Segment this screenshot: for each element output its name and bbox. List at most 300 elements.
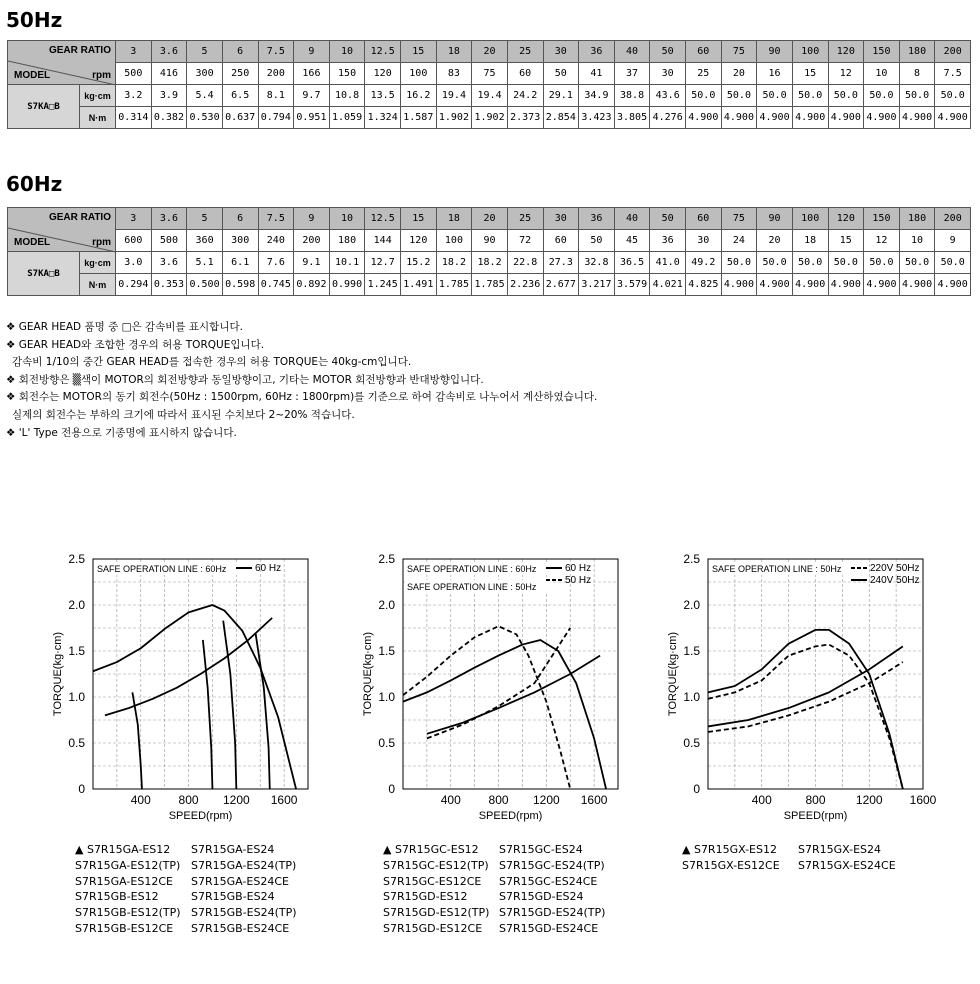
y-tick-label: 2.0 xyxy=(683,598,700,612)
model-code: S7R15GA-ES24 xyxy=(191,843,275,856)
model-code: S7R15GA-ES12CE xyxy=(75,874,173,888)
x-axis-label: SPEED(rpm) xyxy=(783,810,848,822)
y-axis-label: TORQUE(kg·cm) xyxy=(362,631,374,717)
torque-kgcm-cell: 50.0 xyxy=(721,252,757,274)
rpm-cell: 100 xyxy=(436,230,472,252)
y-tick-label: 1.5 xyxy=(68,644,85,658)
torque-nm-cell: 4.900 xyxy=(864,274,900,296)
rpm-cell: 45 xyxy=(614,230,650,252)
torque-nm-cell: 4.900 xyxy=(792,274,828,296)
torque-nm-cell: 0.892 xyxy=(294,274,330,296)
kgcm-label: kg·cm xyxy=(80,85,116,107)
rpm-cell: 166 xyxy=(294,63,330,85)
torque-nm-cell: 4.900 xyxy=(721,107,757,129)
torque-kgcm-cell: 50.0 xyxy=(828,252,864,274)
rpm-cell: 30 xyxy=(686,230,722,252)
x-tick-label: 400 xyxy=(440,793,461,807)
model-code: S7R15GB-ES24(TP) xyxy=(191,906,297,920)
model-code: S7R15GB-ES12(TP) xyxy=(75,906,181,920)
torque-kgcm-cell: 8.1 xyxy=(258,85,294,107)
rpm-cell: 12 xyxy=(864,230,900,252)
model-list-1 xyxy=(75,842,297,937)
gear-ratio-cell: 180 xyxy=(899,41,935,63)
rpm-cell: 300 xyxy=(187,63,223,85)
model-name: S7KA□B xyxy=(8,252,80,296)
torque-chart-3-svg xyxy=(660,547,937,832)
torque-kgcm-cell: 36.5 xyxy=(614,252,650,274)
safe-operation-annotation: SAFE OPERATION LINE : 50Hz xyxy=(407,582,537,592)
torque-kgcm-cell: 9.1 xyxy=(294,252,330,274)
torque-kgcm-cell: 29.1 xyxy=(543,85,579,107)
x-axis-label: SPEED(rpm) xyxy=(168,810,233,822)
series-load-curve-2 xyxy=(203,640,213,789)
gear-ratio-cell: 18 xyxy=(436,208,472,230)
torque-kgcm-cell: 50.0 xyxy=(864,252,900,274)
torque-kgcm-cell: 10.1 xyxy=(329,252,365,274)
torque-kgcm-cell: 5.1 xyxy=(187,252,223,274)
torque-nm-cell: 0.598 xyxy=(222,274,258,296)
gear-ratio-cell: 40 xyxy=(614,41,650,63)
rpm-cell: 90 xyxy=(472,230,508,252)
rpm-cell: 20 xyxy=(757,230,793,252)
gear-ratio-cell: 5 xyxy=(187,41,223,63)
rpm-cell: 30 xyxy=(650,63,686,85)
model-code: S7R15GX-ES24CE xyxy=(798,858,896,872)
rpm-cell: 500 xyxy=(151,230,187,252)
gear-ratio-cell: 3 xyxy=(116,41,152,63)
y-tick-label: 2.5 xyxy=(378,552,395,566)
y-tick-label: 1.0 xyxy=(378,690,395,704)
model-row xyxy=(383,889,605,905)
note: 감속비 1/10의 중간 GEAR HEAD를 접속한 경우의 허용 TORQUE는 40kg-cm입니다. xyxy=(12,356,412,369)
rpm-cell: 240 xyxy=(258,230,294,252)
torque-chart-1-svg xyxy=(45,547,315,832)
gear-ratio-cell: 90 xyxy=(757,41,793,63)
y-tick-label: 0.5 xyxy=(378,736,395,750)
model-row xyxy=(682,858,896,874)
model-row xyxy=(75,921,297,937)
torque-kgcm-cell: 3.0 xyxy=(116,252,152,274)
torque-nm-cell: 0.294 xyxy=(116,274,152,296)
torque-kgcm-cell: 12.7 xyxy=(365,252,401,274)
gear-ratio-cell: 20 xyxy=(472,41,508,63)
model-row xyxy=(383,921,605,937)
gear-ratio-cell: 3 xyxy=(116,208,152,230)
torque-kgcm-cell: 3.2 xyxy=(116,85,152,107)
y-tick-label: 2.0 xyxy=(68,598,85,612)
model-row xyxy=(383,858,605,874)
torque-nm-cell: 3.217 xyxy=(579,274,615,296)
torque-nm-cell: 0.990 xyxy=(329,274,365,296)
torque-kgcm-cell: 27.3 xyxy=(543,252,579,274)
note: ❖ GEAR HEAD와 조합한 경우의 허용 TORQUE입니다. xyxy=(6,338,265,351)
rpm-cell: 15 xyxy=(828,230,864,252)
notes xyxy=(6,319,597,442)
y-tick-label: 1.0 xyxy=(68,690,85,704)
torque-nm-cell: 0.794 xyxy=(258,107,294,129)
torque-nm-cell: 1.785 xyxy=(472,274,508,296)
torque-nm-cell: 4.825 xyxy=(686,274,722,296)
gear-ratio-cell: 120 xyxy=(828,208,864,230)
gear-ratio-label: GEAR RATIO xyxy=(48,45,111,56)
torque-kgcm-cell: 3.6 xyxy=(151,252,187,274)
model-code: S7R15GD-ES24CE xyxy=(499,921,599,935)
torque-kgcm-cell: 6.5 xyxy=(222,85,258,107)
torque-nm-cell: 2.677 xyxy=(543,274,579,296)
model-code: S7R15GC-ES24(TP) xyxy=(499,858,605,872)
rpm-cell: 120 xyxy=(365,63,401,85)
torque-kgcm-cell: 50.0 xyxy=(899,85,935,107)
x-tick-label: 1200 xyxy=(532,793,560,807)
x-tick-label: 800 xyxy=(805,793,826,807)
model-code: S7R15GC-ES12CE xyxy=(383,874,482,888)
model-row xyxy=(75,905,297,921)
torque-kgcm-cell: 15.2 xyxy=(401,252,437,274)
x-tick-label: 1600 xyxy=(270,793,298,807)
gear-ratio-cell: 10 xyxy=(329,41,365,63)
model-code: S7R15GB-ES12 xyxy=(75,890,159,904)
x-axis-label: SPEED(rpm) xyxy=(478,810,543,822)
torque-nm-cell: 4.900 xyxy=(935,107,971,129)
rpm-cell: 36 xyxy=(650,230,686,252)
legend-label: 220V 50Hz xyxy=(870,563,920,574)
torque-kgcm-cell: 50.0 xyxy=(757,85,793,107)
torque-nm-cell: 0.637 xyxy=(222,107,258,129)
safe-operation-annotation: SAFE OPERATION LINE : 60Hz xyxy=(407,564,537,574)
torque-nm-cell: 4.900 xyxy=(828,107,864,129)
rpm-cell: 10 xyxy=(899,230,935,252)
y-tick-label: 2.5 xyxy=(683,552,700,566)
model-row xyxy=(75,858,297,874)
nm-label: N·m xyxy=(80,274,116,296)
model-code: S7R15GB-ES24CE xyxy=(191,921,290,935)
y-tick-label: 1.0 xyxy=(683,690,700,704)
model-code: S7R15GD-ES12CE xyxy=(383,921,483,935)
rpm-cell: 180 xyxy=(329,230,365,252)
torque-kgcm-cell: 32.8 xyxy=(579,252,615,274)
gear-ratio-cell: 25 xyxy=(507,208,543,230)
spec-table-50hz xyxy=(7,40,971,129)
torque-kgcm-cell: 3.9 xyxy=(151,85,187,107)
model-row xyxy=(682,842,896,858)
gear-ratio-cell: 9 xyxy=(294,208,330,230)
gear-ratio-cell: 200 xyxy=(935,41,971,63)
model-code: S7R15GA-ES12(TP) xyxy=(75,858,181,872)
series-load-curve-4 xyxy=(255,633,269,789)
torque-chart-1 xyxy=(45,547,315,837)
gear-ratio-label: GEAR RATIO xyxy=(48,212,111,223)
rpm-cell: 18 xyxy=(792,230,828,252)
rpm-cell: 360 xyxy=(187,230,223,252)
spec-table-60hz xyxy=(7,207,971,296)
torque-kgcm-cell: 50.0 xyxy=(935,252,971,274)
gear-ratio-cell: 6 xyxy=(222,41,258,63)
gear-ratio-cell: 200 xyxy=(935,208,971,230)
gear-ratio-cell: 100 xyxy=(792,208,828,230)
gear-ratio-cell: 3.6 xyxy=(151,41,187,63)
torque-nm-cell: 4.900 xyxy=(828,274,864,296)
gear-ratio-cell: 12.5 xyxy=(365,208,401,230)
rpm-cell: 9 xyxy=(935,230,971,252)
header-corner xyxy=(8,208,116,252)
torque-kgcm-cell: 34.9 xyxy=(579,85,615,107)
rpm-cell: 7.5 xyxy=(935,63,971,85)
x-tick-label: 800 xyxy=(178,793,199,807)
y-tick-label: 1.5 xyxy=(378,644,395,658)
model-row xyxy=(383,874,605,890)
gear-ratio-cell: 75 xyxy=(721,208,757,230)
torque-nm-cell: 2.373 xyxy=(507,107,543,129)
rpm-cell: 200 xyxy=(258,63,294,85)
rpm-cell: 100 xyxy=(401,63,437,85)
gear-ratio-cell: 7.5 xyxy=(258,41,294,63)
gear-ratio-cell: 3.6 xyxy=(151,208,187,230)
torque-nm-cell: 1.587 xyxy=(401,107,437,129)
torque-nm-cell: 4.900 xyxy=(899,107,935,129)
torque-kgcm-cell: 50.0 xyxy=(864,85,900,107)
safe-operation-annotation: SAFE OPERATION LINE : 60Hz xyxy=(97,564,227,574)
model-code: S7R15GD-ES12 xyxy=(383,890,468,904)
torque-nm-cell: 4.900 xyxy=(935,274,971,296)
rpm-cell: 10 xyxy=(864,63,900,85)
torque-kgcm-cell: 10.8 xyxy=(329,85,365,107)
rpm-cell: 37 xyxy=(614,63,650,85)
model-code: S7R15GC-ES24 xyxy=(499,843,583,856)
model-name: S7KA□B xyxy=(8,85,80,129)
safe-operation-annotation: SAFE OPERATION LINE : 50Hz xyxy=(712,564,842,574)
y-tick-label: 0 xyxy=(78,782,85,796)
section-title-50hz: 50Hz xyxy=(6,8,63,32)
torque-nm-cell: 2.236 xyxy=(507,274,543,296)
series-load-curve-3 xyxy=(223,621,236,789)
torque-kgcm-cell: 13.5 xyxy=(365,85,401,107)
gear-ratio-cell: 15 xyxy=(401,208,437,230)
model-row xyxy=(75,842,297,858)
gear-ratio-cell: 180 xyxy=(899,208,935,230)
torque-nm-cell: 3.805 xyxy=(614,107,650,129)
torque-nm-cell: 2.854 xyxy=(543,107,579,129)
torque-kgcm-cell: 24.2 xyxy=(507,85,543,107)
rpm-label: rpm xyxy=(92,70,111,81)
torque-nm-cell: 1.059 xyxy=(329,107,365,129)
chart-grid xyxy=(403,559,618,789)
rpm-cell: 12 xyxy=(828,63,864,85)
model-code: S7R15GC-ES24CE xyxy=(499,874,598,888)
rpm-cell: 60 xyxy=(507,63,543,85)
torque-kgcm-cell: 6.1 xyxy=(222,252,258,274)
torque-kgcm-cell: 50.0 xyxy=(792,252,828,274)
gear-ratio-cell: 20 xyxy=(472,208,508,230)
gear-ratio-cell: 12.5 xyxy=(365,41,401,63)
gear-ratio-cell: 36 xyxy=(579,41,615,63)
model-row xyxy=(383,905,605,921)
torque-nm-cell: 0.314 xyxy=(116,107,152,129)
torque-kgcm-cell: 18.2 xyxy=(436,252,472,274)
note: 실제의 회전수는 부하의 크기에 따라서 표시된 수치보다 2~20% 적습니다. xyxy=(12,408,355,421)
torque-kgcm-cell: 43.6 xyxy=(650,85,686,107)
torque-nm-cell: 1.324 xyxy=(365,107,401,129)
chart-grid xyxy=(708,559,923,789)
torque-nm-cell: 4.900 xyxy=(721,274,757,296)
rpm-cell: 24 xyxy=(721,230,757,252)
rpm-cell: 15 xyxy=(792,63,828,85)
rpm-cell: 25 xyxy=(686,63,722,85)
rpm-cell: 300 xyxy=(222,230,258,252)
torque-nm-cell: 4.900 xyxy=(899,274,935,296)
gear-ratio-cell: 10 xyxy=(329,208,365,230)
gear-ratio-cell: 9 xyxy=(294,41,330,63)
torque-nm-cell: 1.902 xyxy=(436,107,472,129)
model-label: MODEL xyxy=(14,70,51,81)
model-code: S7R15GB-ES12CE xyxy=(75,921,174,935)
rpm-cell: 200 xyxy=(294,230,330,252)
model-row xyxy=(75,874,297,890)
torque-nm-cell: 0.382 xyxy=(151,107,187,129)
torque-chart-2-svg xyxy=(355,547,625,832)
legend-label: 60 Hz xyxy=(255,563,282,574)
gear-ratio-cell: 100 xyxy=(792,41,828,63)
y-tick-label: 0.5 xyxy=(68,736,85,750)
torque-kgcm-cell: 18.2 xyxy=(472,252,508,274)
model-code: S7R15GB-ES24 xyxy=(191,890,275,904)
rpm-cell: 50 xyxy=(579,230,615,252)
x-tick-label: 1600 xyxy=(580,793,608,807)
gear-ratio-cell: 75 xyxy=(721,41,757,63)
model-list-2 xyxy=(383,842,605,937)
rpm-cell: 144 xyxy=(365,230,401,252)
model-code: ▲ S7R15GC-ES12 xyxy=(383,843,479,856)
gear-ratio-cell: 15 xyxy=(401,41,437,63)
x-tick-label: 400 xyxy=(130,793,151,807)
y-axis-label: TORQUE(kg·cm) xyxy=(52,631,64,717)
torque-kgcm-cell: 19.4 xyxy=(436,85,472,107)
gear-ratio-cell: 30 xyxy=(543,208,579,230)
rpm-cell: 20 xyxy=(721,63,757,85)
rpm-cell: 120 xyxy=(401,230,437,252)
model-code: S7R15GX-ES12CE xyxy=(682,858,780,872)
gear-ratio-cell: 40 xyxy=(614,208,650,230)
model-list-3 xyxy=(682,842,896,874)
x-tick-label: 800 xyxy=(488,793,509,807)
rpm-cell: 150 xyxy=(329,63,365,85)
torque-nm-cell: 4.900 xyxy=(864,107,900,129)
gear-ratio-cell: 150 xyxy=(864,41,900,63)
rpm-label: rpm xyxy=(92,237,111,248)
torque-kgcm-cell: 49.2 xyxy=(686,252,722,274)
torque-kgcm-cell: 41.0 xyxy=(650,252,686,274)
torque-kgcm-cell: 50.0 xyxy=(935,85,971,107)
gear-ratio-cell: 7.5 xyxy=(258,208,294,230)
note: ❖ 회전방향은 ▒색이 MOTOR의 회전방향과 동일방향이고, 기타는 MOTOR 회전방향과 반대방향입니다. xyxy=(6,373,484,386)
torque-kgcm-cell: 50.0 xyxy=(686,85,722,107)
note: ❖ 회전수는 MOTOR의 동기 회전수(50Hz : 1500rpm, 60Hz : 1800rpm)를 기준으로 하여 감속비로 나누어서 계산하였습니다. xyxy=(6,391,598,404)
y-axis-label: TORQUE(kg·cm) xyxy=(667,631,679,717)
rpm-cell: 500 xyxy=(116,63,152,85)
gear-ratio-cell: 50 xyxy=(650,41,686,63)
torque-nm-cell: 4.900 xyxy=(757,107,793,129)
model-code: S7R15GD-ES12(TP) xyxy=(383,906,490,920)
series-torque-curve xyxy=(403,626,570,789)
model-code: S7R15GA-ES24CE xyxy=(191,874,289,888)
rpm-cell: 83 xyxy=(436,63,472,85)
torque-nm-cell: 4.900 xyxy=(792,107,828,129)
torque-kgcm-cell: 50.0 xyxy=(757,252,793,274)
rpm-cell: 75 xyxy=(472,63,508,85)
gear-ratio-cell: 150 xyxy=(864,208,900,230)
rpm-cell: 250 xyxy=(222,63,258,85)
torque-nm-cell: 0.353 xyxy=(151,274,187,296)
legend-label: 60 Hz xyxy=(565,563,592,574)
y-tick-label: 2.5 xyxy=(68,552,85,566)
model-code: S7R15GD-ES24 xyxy=(499,890,584,904)
series-safe-operation-line xyxy=(427,656,600,734)
model-row xyxy=(383,842,605,858)
legend-label: 240V 50Hz xyxy=(870,575,920,586)
torque-kgcm-cell: 50.0 xyxy=(899,252,935,274)
torque-nm-cell: 0.951 xyxy=(294,107,330,129)
torque-nm-cell: 0.530 xyxy=(187,107,223,129)
model-code: S7R15GC-ES12(TP) xyxy=(383,858,489,872)
note: ❖ GEAR HEAD 품명 중 □은 감속비를 표시합니다. xyxy=(6,321,243,333)
gear-ratio-cell: 25 xyxy=(507,41,543,63)
legend-label: 50 Hz xyxy=(565,575,592,586)
torque-nm-cell: 3.423 xyxy=(579,107,615,129)
gear-ratio-cell: 36 xyxy=(579,208,615,230)
x-tick-label: 1200 xyxy=(855,793,883,807)
model-row xyxy=(75,889,297,905)
torque-kgcm-cell: 50.0 xyxy=(828,85,864,107)
y-tick-label: 0.5 xyxy=(683,736,700,750)
torque-kgcm-cell: 5.4 xyxy=(187,85,223,107)
torque-kgcm-cell: 50.0 xyxy=(721,85,757,107)
nm-label: N·m xyxy=(80,107,116,129)
gear-ratio-cell: 120 xyxy=(828,41,864,63)
torque-nm-cell: 4.900 xyxy=(757,274,793,296)
model-label: MODEL xyxy=(14,237,51,248)
torque-nm-cell: 0.500 xyxy=(187,274,223,296)
torque-nm-cell: 1.491 xyxy=(401,274,437,296)
x-tick-label: 1200 xyxy=(222,793,250,807)
torque-kgcm-cell: 22.8 xyxy=(507,252,543,274)
model-code: S7R15GX-ES24 xyxy=(798,843,882,856)
y-tick-label: 1.5 xyxy=(683,644,700,658)
gear-ratio-cell: 5 xyxy=(187,208,223,230)
rpm-cell: 8 xyxy=(899,63,935,85)
gear-ratio-cell: 90 xyxy=(757,208,793,230)
gear-ratio-cell: 30 xyxy=(543,41,579,63)
rpm-cell: 16 xyxy=(757,63,793,85)
torque-kgcm-cell: 16.2 xyxy=(401,85,437,107)
torque-kgcm-cell: 19.4 xyxy=(472,85,508,107)
torque-nm-cell: 4.276 xyxy=(650,107,686,129)
rpm-cell: 600 xyxy=(116,230,152,252)
torque-kgcm-cell: 38.8 xyxy=(614,85,650,107)
model-code: S7R15GD-ES24(TP) xyxy=(499,906,606,920)
torque-kgcm-cell: 9.7 xyxy=(294,85,330,107)
section-title-60hz: 60Hz xyxy=(6,172,63,196)
rpm-cell: 50 xyxy=(543,63,579,85)
x-tick-label: 1600 xyxy=(909,793,937,807)
x-tick-label: 400 xyxy=(751,793,772,807)
y-tick-label: 0 xyxy=(693,782,700,796)
gear-ratio-cell: 18 xyxy=(436,41,472,63)
model-code: S7R15GA-ES24(TP) xyxy=(191,858,297,872)
model-code: ▲ S7R15GX-ES12 xyxy=(682,843,777,856)
gear-ratio-cell: 6 xyxy=(222,208,258,230)
torque-nm-cell: 1.902 xyxy=(472,107,508,129)
gear-ratio-cell: 50 xyxy=(650,208,686,230)
rpm-cell: 416 xyxy=(151,63,187,85)
